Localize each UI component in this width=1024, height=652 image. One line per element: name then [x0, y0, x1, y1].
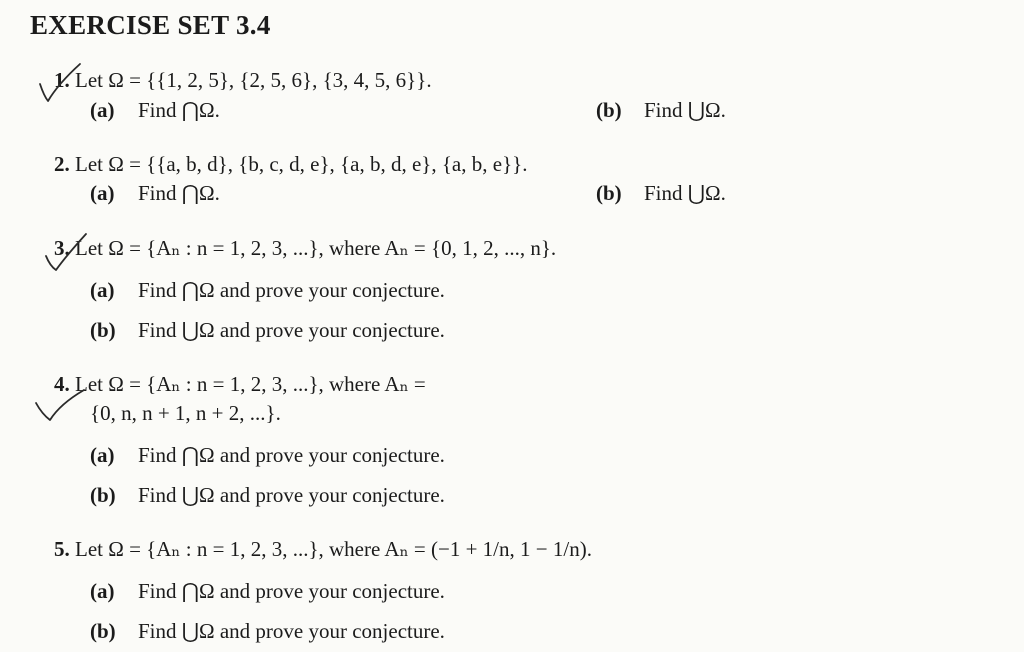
exercise-1-number: 1. — [54, 68, 70, 92]
exercise-5-statement-line — [54, 537, 592, 561]
exercise-2-statement: Let Ω = {{a, b, d}, {b, c, d, e}, {a, b, d, e}, {a, b, e}}. — [75, 152, 528, 176]
exercise-5-part-a-label: (a) — [90, 579, 115, 603]
exercise-4-part-b-label: (b) — [90, 483, 116, 507]
exercise-1-part-b-text: Find ⋃Ω. — [644, 98, 726, 122]
exercise-4-number: 4. — [54, 372, 70, 396]
exercise-1-part-a-label: (a) — [90, 98, 115, 122]
exercise-1-part-b-label: (b) — [596, 98, 622, 122]
exercise-4-statement: Let Ω = {Aₙ : n = 1, 2, 3, ...}, where Aₙ = — [75, 372, 426, 396]
exercise-4-part-b-line — [90, 483, 445, 507]
exercise-1-statement: Let Ω = {{1, 2, 5}, {2, 5, 6}, {3, 4, 5, 6}}. — [75, 68, 432, 92]
exercise-3-part-b-label: (b) — [90, 318, 116, 342]
exercise-4-statement-line — [54, 372, 426, 396]
exercise-5-number: 5. — [54, 537, 70, 561]
exercise-2-part-b-label: (b) — [596, 181, 622, 205]
exercise-2-number: 2. — [54, 152, 70, 176]
exercise-3-part-a-text: Find ⋂Ω and prove your conjecture. — [138, 278, 445, 302]
exercise-3-statement: Let Ω = {Aₙ : n = 1, 2, 3, ...}, where Aₙ = {0, 1, 2, ..., n}. — [75, 236, 557, 260]
exercise-4-part-a-line — [90, 443, 445, 467]
exercise-3-part-b-text: Find ⋃Ω and prove your conjecture. — [138, 318, 445, 342]
exercise-2-parts-line — [90, 181, 990, 205]
exercise-4-statement-continued: {0, n, n + 1, n + 2, ...}. — [90, 401, 281, 425]
exercise-5-statement: Let Ω = {Aₙ : n = 1, 2, 3, ...}, where Aₙ = (−1 + 1/n, 1 − 1/n). — [75, 537, 592, 561]
exercise-2-part-b-text: Find ⋃Ω. — [644, 181, 726, 205]
exercise-4-part-a-text: Find ⋂Ω and prove your conjecture. — [138, 443, 445, 467]
exercise-5-part-b-line — [90, 619, 445, 643]
page-title: EXERCISE SET 3.4 — [30, 10, 271, 40]
exercise-2-part-a-label: (a) — [90, 181, 115, 205]
exercise-3-number: 3. — [54, 236, 70, 260]
exercise-5-part-a-line — [90, 579, 445, 603]
exercise-5-part-b-text: Find ⋃Ω and prove your conjecture. — [138, 619, 445, 643]
exercise-1-parts-line — [90, 98, 990, 122]
exercise-3-statement-line — [54, 236, 556, 260]
exercise-3-part-a-label: (a) — [90, 278, 115, 302]
exercise-3-part-a-line — [90, 278, 445, 302]
exercise-2-statement-line — [54, 152, 527, 176]
exercise-2-part-a-text: Find ⋂Ω. — [138, 181, 220, 205]
exercise-4-part-b-text: Find ⋃Ω and prove your conjecture. — [138, 483, 445, 507]
exercise-4-part-a-label: (a) — [90, 443, 115, 467]
exercise-5-part-b-label: (b) — [90, 619, 116, 643]
exercise-1-part-a-text: Find ⋂Ω. — [138, 98, 220, 122]
exercise-1-statement-line — [54, 68, 432, 92]
exercise-5-part-a-text: Find ⋂Ω and prove your conjecture. — [138, 579, 445, 603]
exercise-3-part-b-line — [90, 318, 445, 342]
